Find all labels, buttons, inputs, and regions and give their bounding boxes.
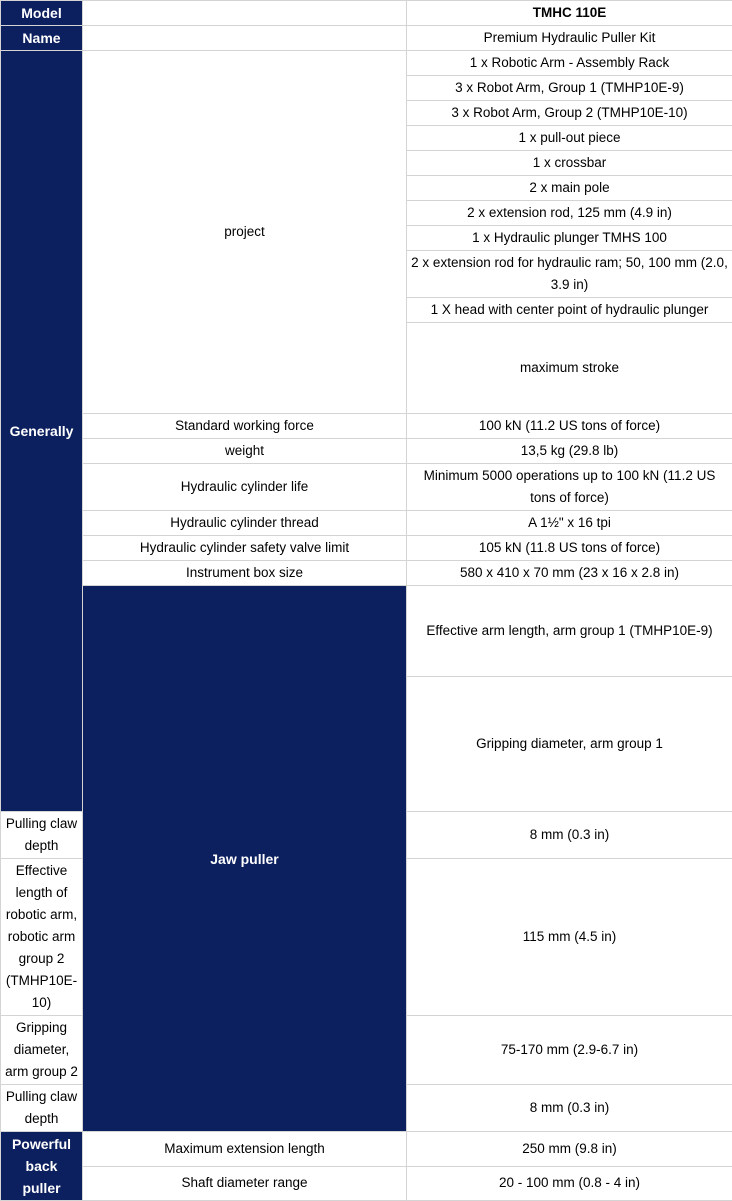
project-item: 2 x main pole [407, 176, 732, 201]
spec-value: 580 x 410 x 70 mm (23 x 16 x 2.8 in) [407, 561, 732, 586]
project-item: 3 x Robot Arm, Group 1 (TMHP10E-9) [407, 76, 732, 101]
spec-row [1, 586, 732, 677]
spec-row [1, 439, 732, 464]
spec-value: 105 kN (11.8 US tons of force) [407, 536, 732, 561]
spec-row [1, 1166, 732, 1201]
name-value: Premium Hydraulic Puller Kit [407, 26, 732, 51]
spec-row [1, 1132, 732, 1167]
spec-value: 8 mm (0.3 in) [407, 812, 732, 859]
spec-label: Hydraulic cylinder thread [83, 511, 407, 536]
spec-label: Effective arm length, arm group 1 (TMHP10E-9) [407, 586, 732, 677]
project-item-row [1, 51, 732, 76]
spec-value: 250 mm (9.8 in) [407, 1132, 732, 1167]
spec-row [1, 536, 732, 561]
spec-label: Gripping diameter, arm group 1 [407, 677, 732, 812]
project-item: 3 x Robot Arm, Group 2 (TMHP10E-10) [407, 101, 732, 126]
spec-value: 13,5 kg (29.8 lb) [407, 439, 732, 464]
spec-value: A 1½" x 16 tpi [407, 511, 732, 536]
spec-value: 100 kN (11.2 US tons of force) [407, 414, 732, 439]
spec-row [1, 561, 732, 586]
spec-row [1, 511, 732, 536]
section-back-puller-label: Powerful back puller [1, 1132, 83, 1201]
spec-label: weight [83, 439, 407, 464]
section-generally-label: Generally [1, 51, 83, 812]
spec-value: Minimum 5000 operations up to 100 kN (11.2 US tons of force) [407, 464, 732, 511]
spec-label: Pulling claw depth [1, 1085, 83, 1132]
spec-label: Shaft diameter range [83, 1166, 407, 1201]
project-item: 2 x extension rod for hydraulic ram; 50, 100 mm (2.0, 3.9 in) [407, 251, 732, 298]
spec-row [1, 414, 732, 439]
project-item: 1 x crossbar [407, 151, 732, 176]
spec-value: 20 - 100 mm (0.8 - 4 in) [407, 1166, 732, 1201]
project-item: 1 x pull-out piece [407, 126, 732, 151]
name-empty-cell [83, 26, 407, 51]
spec-label: maximum stroke [407, 323, 732, 414]
spec-label: Pulling claw depth [1, 812, 83, 859]
name-row [1, 26, 732, 51]
spec-label: Maximum extension length [83, 1132, 407, 1167]
name-label: Name [1, 26, 83, 51]
spec-value: 115 mm (4.5 in) [407, 859, 732, 1016]
model-row [1, 1, 732, 26]
project-item: 2 x extension rod, 125 mm (4.9 in) [407, 201, 732, 226]
spec-label: Standard working force [83, 414, 407, 439]
spec-value: 75-170 mm (2.9-6.7 in) [407, 1016, 732, 1085]
spec-label: Hydraulic cylinder life [83, 464, 407, 511]
project-item: 1 x Robotic Arm - Assembly Rack [407, 51, 732, 76]
spec-label: Hydraulic cylinder safety valve limit [83, 536, 407, 561]
spec-label: Instrument box size [83, 561, 407, 586]
section-jaw-puller-label: Jaw puller [83, 586, 407, 1132]
spec-label: Gripping diameter, arm group 2 [1, 1016, 83, 1085]
project-item: 1 X head with center point of hydraulic plunger [407, 298, 732, 323]
model-label: Model [1, 1, 83, 26]
spec-row [1, 464, 732, 511]
spec-value: 8 mm (0.3 in) [407, 1085, 732, 1132]
project-label: project [83, 51, 407, 414]
spec-label: Effective length of robotic arm, robotic arm group 2 (TMHP10E-10) [1, 859, 83, 1016]
project-item: 1 x Hydraulic plunger TMHS 100 [407, 226, 732, 251]
model-value: TMHC 110E [407, 1, 732, 26]
model-empty-cell [83, 1, 407, 26]
